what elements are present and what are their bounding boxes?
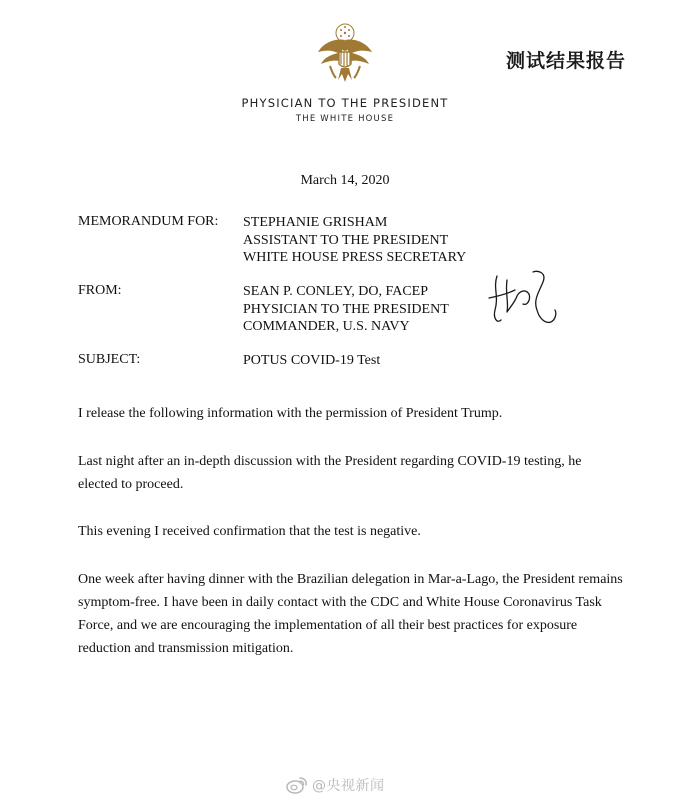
paragraph-line: elected to proceed. [78,477,184,492]
paragraph-discussion [78,450,623,496]
paragraph-line: Last night after an in-depth discussion with the President regarding COVID-19 testing, he [78,454,582,469]
from-label: FROM: [78,283,122,298]
subject-value: POTUS COVID-19 Test [243,353,381,368]
report-title-label: 测试结果报告 [506,50,627,72]
recipient-office: WHITE HOUSE PRESS SECRETARY [243,250,467,265]
paragraph-symptoms [78,568,623,660]
weibo-icon [286,775,308,795]
recipient-title: ASSISTANT TO THE PRESIDENT [243,232,449,248]
paragraph-permission [78,402,623,425]
letterhead-white-house: THE WHITE HOUSE [295,114,395,124]
paragraph-line: I release the following information with the permission of President Trump. [78,406,503,421]
presidential-seal-icon [316,22,374,84]
memorandum-for-recipient [243,214,466,267]
paragraph-line: reduction and transmission mitigation. [78,641,294,656]
subject-label: SUBJECT: [78,352,141,367]
letterhead-office: PHYSICIAN TO THE PRESIDENT [241,96,449,110]
memo-date: March 14, 2020 [300,173,390,188]
sender-name: SEAN P. CONLEY, DO, FACEP [243,284,429,299]
paragraph-line: symptom-free. I have been in daily contact with the CDC and White House Coronavirus Task [78,595,602,610]
sender-title: PHYSICIAN TO THE PRESIDENT [243,301,449,317]
signature-icon [485,266,565,330]
memorandum-for-label: MEMORANDUM FOR: [78,214,219,229]
paragraph-result [78,520,623,543]
paragraph-line: One week after having dinner with the Brazilian delegation in Mar-a-Lago, the President remains [78,572,623,587]
from-sender [243,283,449,336]
watermark-text: @央视新闻 [312,778,385,794]
sender-rank: COMMANDER, U.S. NAVY [243,319,410,334]
recipient-name: STEPHANIE GRISHAM [243,215,388,230]
paragraph-line: This evening I received confirmation that the test is negative. [78,524,421,539]
paragraph-line: Force, and we are encouraging the implementation of all their best practices for exposure [78,618,578,633]
source-watermark [286,775,385,795]
